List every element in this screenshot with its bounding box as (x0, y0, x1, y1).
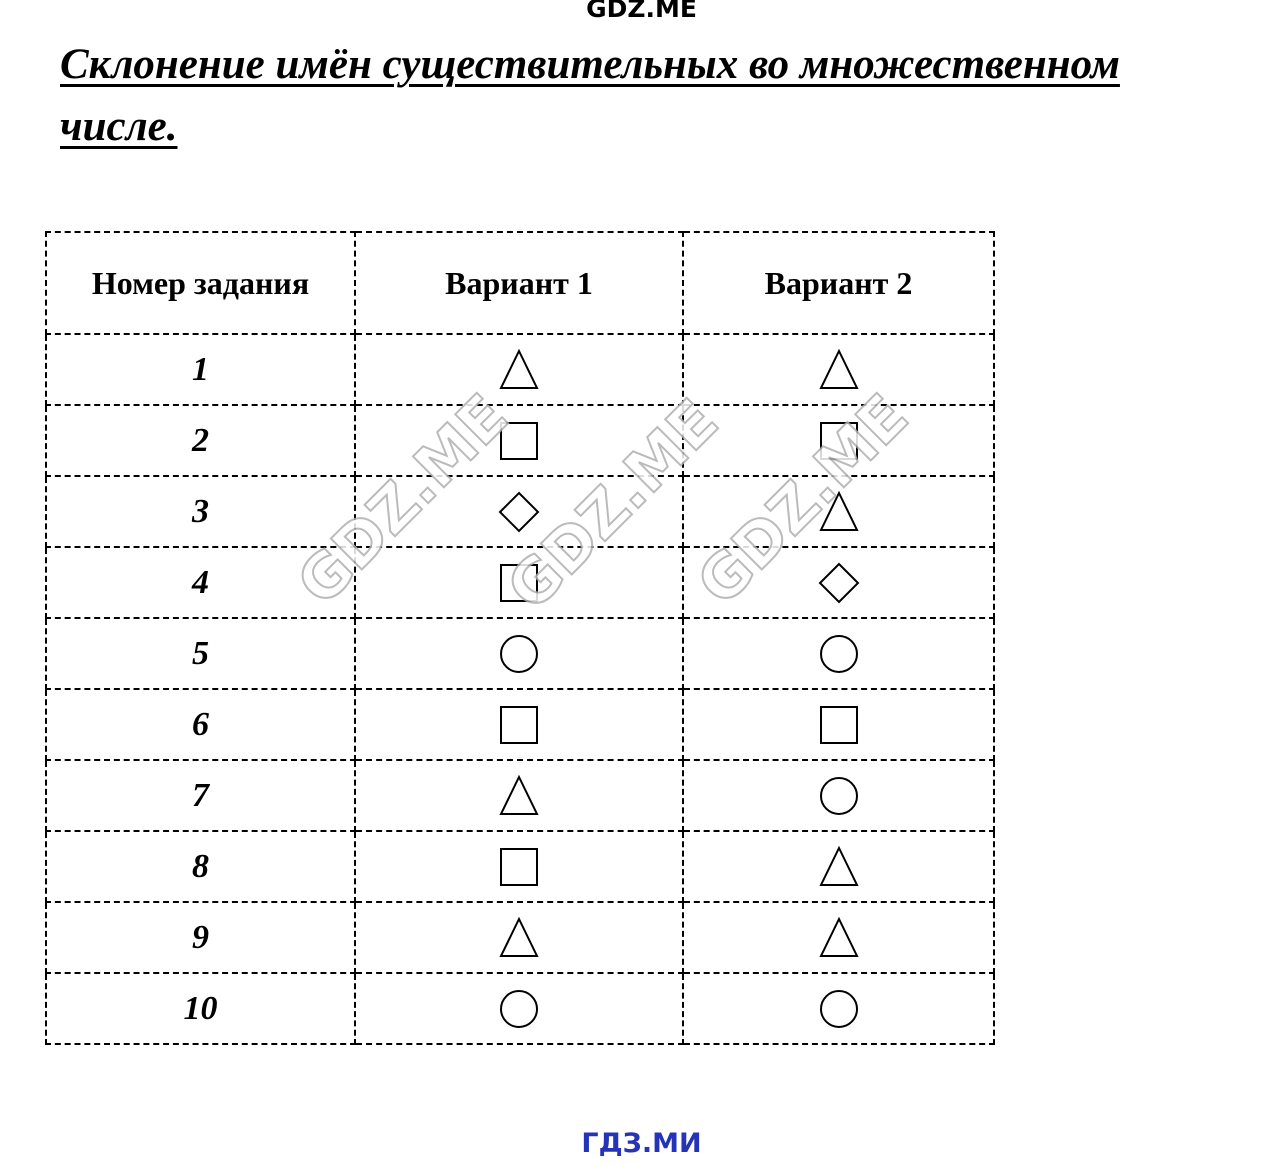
square-icon (817, 703, 861, 747)
table-header-row (46, 232, 994, 334)
site-watermark-bottom: ГДЗ.МИ (581, 1128, 702, 1159)
circle-icon (817, 632, 861, 676)
task-number-cell: 9 (46, 902, 355, 973)
triangle-icon (817, 490, 861, 534)
table-body (46, 334, 994, 1044)
triangle-icon (817, 916, 861, 960)
diamond-icon (497, 490, 541, 534)
variant-2-cell (683, 618, 994, 689)
variant-2-cell (683, 547, 994, 618)
circle-icon (497, 632, 541, 676)
task-number-cell: 3 (46, 476, 355, 547)
square-icon (497, 703, 541, 747)
square-icon (497, 419, 541, 463)
variant-2-cell (683, 902, 994, 973)
task-number-cell: 6 (46, 689, 355, 760)
variant-2-cell (683, 831, 994, 902)
task-number-cell: 8 (46, 831, 355, 902)
task-number-cell: 4 (46, 547, 355, 618)
table-row (46, 618, 994, 689)
variant-1-cell (355, 689, 683, 760)
table-row (46, 831, 994, 902)
triangle-icon (497, 774, 541, 818)
variant-1-cell (355, 618, 683, 689)
circle-icon (817, 987, 861, 1031)
table-row (46, 902, 994, 973)
watermark-text: GDZ.ME (494, 386, 732, 624)
task-number-cell: 1 (46, 334, 355, 405)
column-header-task-number: Номер задания (46, 232, 355, 334)
page-title (60, 34, 1220, 158)
column-header-variant-2: Вариант 2 (683, 232, 994, 334)
triangle-icon (497, 916, 541, 960)
task-number-cell: 7 (46, 760, 355, 831)
triangle-icon (817, 348, 861, 392)
table-row (46, 547, 994, 618)
watermark-text: GDZ.ME (284, 381, 522, 619)
variant-1-cell (355, 334, 683, 405)
table-row (46, 973, 994, 1044)
variant-1-cell (355, 547, 683, 618)
table-row (46, 476, 994, 547)
circle-icon (497, 987, 541, 1031)
variant-1-cell (355, 902, 683, 973)
watermark-text: GDZ.ME (684, 381, 922, 619)
variant-2-cell (683, 334, 994, 405)
variant-2-cell (683, 973, 994, 1044)
variant-1-cell (355, 973, 683, 1044)
column-header-variant-1: Вариант 1 (355, 232, 683, 334)
table-row (46, 689, 994, 760)
square-icon (817, 419, 861, 463)
answer-table (45, 231, 995, 1045)
variant-2-cell (683, 405, 994, 476)
variant-1-cell (355, 405, 683, 476)
square-icon (497, 845, 541, 889)
variant-2-cell (683, 689, 994, 760)
variant-2-cell (683, 760, 994, 831)
variant-2-cell (683, 476, 994, 547)
task-number-cell: 5 (46, 618, 355, 689)
circle-icon (817, 774, 861, 818)
table-row (46, 405, 994, 476)
triangle-icon (817, 845, 861, 889)
variant-1-cell (355, 760, 683, 831)
variant-1-cell (355, 831, 683, 902)
table-row (46, 760, 994, 831)
table-row (46, 334, 994, 405)
site-watermark-top: GDZ.ME (586, 0, 697, 23)
task-number-cell: 10 (46, 973, 355, 1044)
triangle-icon (497, 348, 541, 392)
page-title-text: Склонение имён существительных во множественном числе. (60, 41, 1120, 150)
task-number-cell: 2 (46, 405, 355, 476)
square-icon (497, 561, 541, 605)
diamond-icon (817, 561, 861, 605)
variant-1-cell (355, 476, 683, 547)
